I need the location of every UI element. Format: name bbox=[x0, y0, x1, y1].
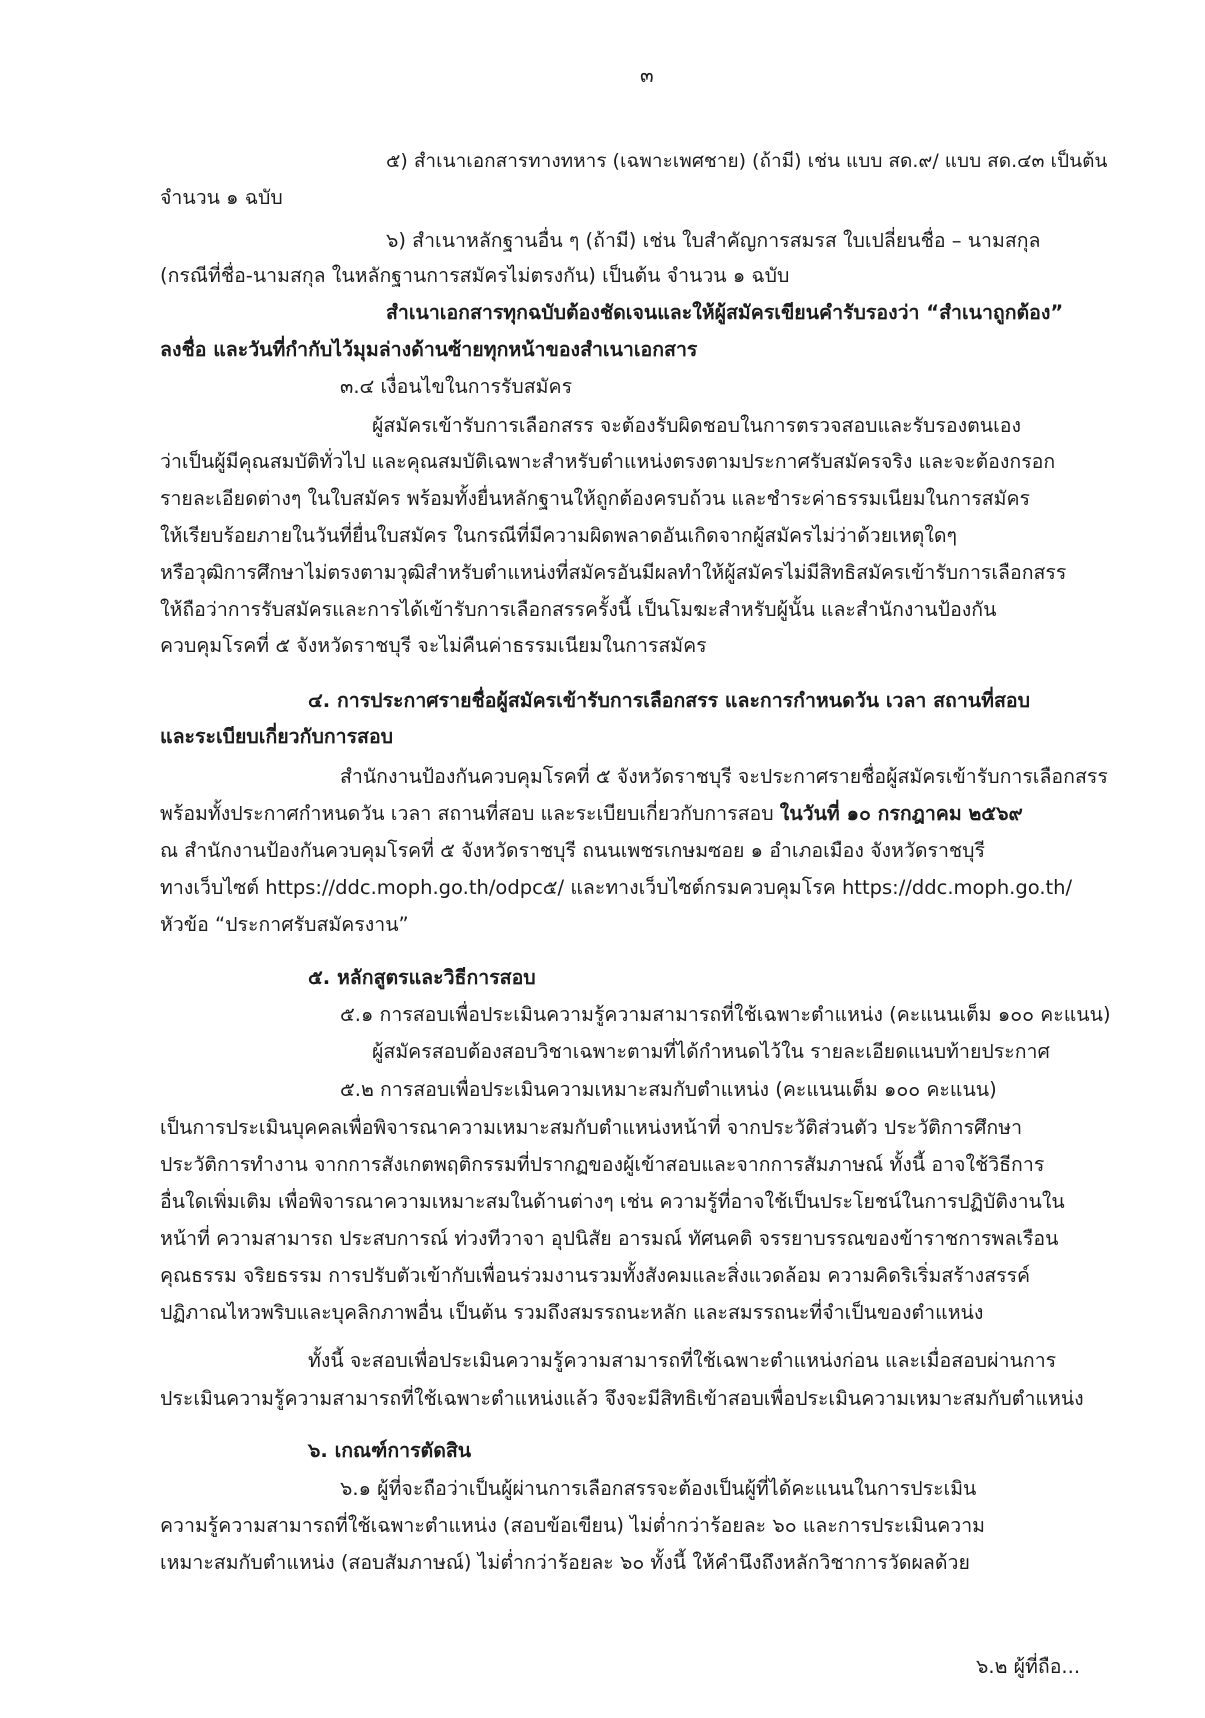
item-6-line-1: ๖) สำเนาหลักฐานอื่น ๆ (ถ้ามี) เช่น ใบสำคัญการสมรส ใบเปลี่ยนชื่อ – นามสกุล bbox=[386, 229, 1041, 252]
section-5-2-para-line-2: ประวัติการทำงาน จากการสังเกตพฤติกรรมที่ปรากฏของผู้เข้าสอบและจากการสัมภาษณ์ ทั้งนี้ อาจใช้วิธีการ bbox=[160, 1153, 1045, 1176]
order-para-line-1: ทั้งนี้ จะสอบเพื่อประเมินความรู้ความสามารถที่ใช้เฉพาะตำแหน่งก่อน และเมื่อสอบผ่านการ bbox=[308, 1349, 1057, 1372]
section-5-1-detail: ผู้สมัครสอบต้องสอบวิชาเฉพาะตามที่ได้กำหนดไว้ใน รายละเอียดแนบท้ายประกาศ bbox=[372, 1040, 1050, 1063]
item-6-line-2: (กรณีที่ชื่อ-นามสกุล ในหลักฐานการสมัครไม่ตรงกัน) เป็นต้น จำนวน ๑ ฉบับ bbox=[160, 264, 790, 287]
page-number: ๓ bbox=[640, 63, 654, 87]
section-6-heading: ๖. เกณฑ์การตัดสิน bbox=[308, 1439, 472, 1462]
order-para-line-2: ประเมินความรู้ความสามารถที่ใช้เฉพาะตำแหน่งแล้ว จึงจะมีสิทธิเข้าสอบเพื่อประเมินความเหมาะสมกับตำแหน่ง bbox=[160, 1387, 1084, 1410]
continuation-marker: ๖.๒ ผู้ที่ถือ... bbox=[976, 1655, 1081, 1678]
conditions-para-line-2: ว่าเป็นผู้มีคุณสมบัติทั่วไป และคุณสมบัติเฉพาะสำหรับตำแหน่งตรงตามประกาศรับสมัครจริง และจะต้องกรอก bbox=[160, 450, 1056, 473]
announcement-text: พร้อมทั้งประกาศกำหนดวัน เวลา สถานที่สอบ และระเบียบเกี่ยวกับการสอบ bbox=[160, 802, 774, 825]
announcement-date: ในวันที่ ๑๐ กรกฎาคม ๒๕๖๙ bbox=[779, 802, 1023, 825]
conditions-para-line-1: ผู้สมัครเข้ารับการเลือกสรร จะต้องรับผิดชอบในการตรวจสอบและรับรองตนเอง bbox=[372, 414, 1021, 437]
section-4-para-line-3: ณ สำนักงานป้องกันควบคุมโรคที่ ๕ จังหวัดราชบุรี ถนนเพชรเกษมซอย ๑ อำเภอเมือง จังหวัดราชบุรี bbox=[160, 839, 986, 862]
section-4-para-line-1: สำนักงานป้องกันควบคุมโรคที่ ๕ จังหวัดราชบุรี จะประกาศรายชื่อผู้สมัครเข้ารับการเลือกสรร bbox=[340, 765, 1108, 788]
conditions-para-line-7: ควบคุมโรคที่ ๕ จังหวัดราชบุรี จะไม่คืนค่าธรรมเนียมในการสมัคร bbox=[160, 634, 707, 657]
section-5-2-para-line-1: เป็นการประเมินบุคคลเพื่อพิจารณาความเหมาะสมกับตำแหน่งหน้าที่ จากประวัติส่วนตัว ประวัติการศึกษา bbox=[160, 1116, 1023, 1139]
section-4-para-line-2 bbox=[160, 799, 1023, 829]
section-5-1-heading: ๕.๑ การสอบเพื่อประเมินความรู้ความสามารถที่ใช้เฉพาะตำแหน่ง (คะแนนเต็ม ๑๐๐ คะแนน) bbox=[340, 1003, 1111, 1026]
section-4-para-line-4: ทางเว็บไซต์ https://ddc.moph.go.th/odpc๕/ และทางเว็บไซต์กรมควบคุมโรค https://ddc.moph.go.th/ bbox=[160, 876, 1073, 899]
item-5-line-2: จำนวน ๑ ฉบับ bbox=[160, 186, 283, 209]
section-5-2-heading: ๕.๒ การสอบเพื่อประเมินความเหมาะสมกับตำแหน่ง (คะแนนเต็ม ๑๐๐ คะแนน) bbox=[340, 1078, 997, 1101]
section-6-1-line-2: ความรู้ความสามารถที่ใช้เฉพาะตำแหน่ง (สอบข้อเขียน) ไม่ต่ำกว่าร้อยละ ๖๐ และการประเมินความ bbox=[160, 1514, 986, 1537]
section-6-1-line-1: ๖.๑ ผู้ที่จะถือว่าเป็นผู้ผ่านการเลือกสรรจะต้องเป็นผู้ที่ได้คะแนนในการประเมิน bbox=[340, 1477, 977, 1500]
section-3-4-heading: ๓.๔ เงื่อนไขในการรับสมัคร bbox=[340, 375, 573, 398]
section-5-heading: ๕. หลักสูตรและวิธีการสอบ bbox=[308, 966, 536, 989]
copy-certify-line-1: สำเนาเอกสารทุกฉบับต้องชัดเจนและให้ผู้สมัครเขียนคำรับรองว่า “สำเนาถูกต้อง” bbox=[386, 301, 1064, 324]
section-6-1-line-3: เหมาะสมกับตำแหน่ง (สอบสัมภาษณ์) ไม่ต่ำกว่าร้อยละ ๖๐ ทั้งนี้ ให้คำนึงถึงหลักวิชาการวัดผลด้วย bbox=[160, 1551, 970, 1574]
section-5-2-para-line-3: อื่นใดเพิ่มเติม เพื่อพิจารณาความเหมาะสมในด้านต่างๆ เช่น ความรู้ที่อาจใช้เป็นประโยชน์ในการปฏิบัติงานใน bbox=[160, 1190, 1065, 1213]
section-5-2-para-line-4: หน้าที่ ความสามารถ ประสบการณ์ ท่วงทีวาจา อุปนิสัย อารมณ์ ทัศนคติ จรรยาบรรณของข้าราชการพลเรือน bbox=[160, 1227, 1059, 1250]
section-4-heading-line-2: และระเบียบเกี่ยวกับการสอบ bbox=[160, 725, 394, 748]
item-5-line-1: ๕) สำเนาเอกสารทางทหาร (เฉพาะเพศชาย) (ถ้ามี) เช่น แบบ สด.๙/ แบบ สด.๔๓ เป็นต้น bbox=[386, 150, 1108, 172]
section-4-heading-line-1: ๔. การประกาศรายชื่อผู้สมัครเข้ารับการเลือกสรร และการกำหนดวัน เวลา สถานที่สอบ bbox=[308, 689, 1030, 712]
section-5-2-para-line-6: ปฏิภาณไหวพริบและบุคลิกภาพอื่น เป็นต้น รวมถึงสมรรถนะหลัก และสมรรถนะที่จำเป็นของตำแหน่ง bbox=[160, 1301, 984, 1324]
copy-certify-line-2: ลงชื่อ และวันที่กำกับไว้มุมล่างด้านซ้ายทุกหน้าของสำเนาเอกสาร bbox=[160, 338, 698, 361]
section-4-para-line-5: หัวข้อ “ประกาศรับสมัครงาน” bbox=[160, 913, 409, 936]
conditions-para-line-5: หรือวุฒิการศึกษาไม่ตรงตามวุฒิสำหรับตำแหน่งที่สมัครอันมีผลทำให้ผู้สมัครไม่มีสิทธิสมัครเข้ารับการเลือกสรร bbox=[160, 561, 1067, 584]
conditions-para-line-6: ให้ถือว่าการรับสมัครและการได้เข้ารับการเลือกสรรครั้งนี้ เป็นโมฆะสำหรับผู้นั้น และสำนักงานป้องกัน bbox=[160, 598, 997, 621]
section-5-2-para-line-5: คุณธรรม จริยธรรม การปรับตัวเข้ากับเพื่อนร่วมงานรวมทั้งสังคมและสิ่งแวดล้อม ความคิดริเริ่มสร้างสรรค์ bbox=[160, 1264, 1031, 1287]
conditions-para-line-3: รายละเอียดต่างๆ ในใบสมัคร พร้อมทั้งยื่นหลักฐานให้ถูกต้องครบถ้วน และชำระค่าธรรมเนียมในการสมัคร bbox=[160, 487, 1030, 510]
conditions-para-line-4: ให้เรียบร้อยภายในวันที่ยื่นใบสมัคร ในกรณีที่มีความผิดพลาดอันเกิดจากผู้สมัครไม่ว่าด้วยเหตุใดๆ bbox=[160, 524, 958, 547]
